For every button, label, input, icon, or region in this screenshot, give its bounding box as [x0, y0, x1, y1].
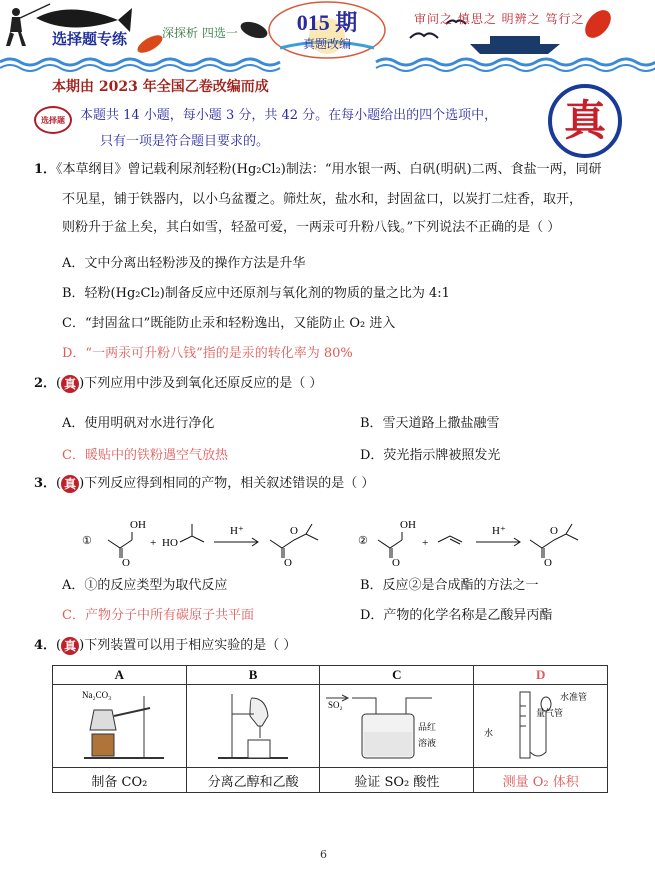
na2co3-label: Na₂CO₃	[82, 690, 112, 700]
q2-stem: 下列应用中涉及到氧化还原反应的是（ ）	[84, 376, 323, 391]
q2-option-d[interactable]: D．荧光指示牌被照发光	[360, 448, 501, 463]
issue-subtitle: 真题改编	[302, 37, 351, 51]
shui-label: 水	[483, 728, 493, 738]
q3-option-b[interactable]: B．反应②是合成酯的方法之一	[360, 578, 539, 593]
gas-washing-bottle-icon	[322, 686, 472, 762]
pinhong-label: 品红	[417, 722, 436, 732]
q2-option-c[interactable]: C．暖贴中的铁粉遇空气放热	[62, 448, 228, 463]
zhen-stamp: 真	[548, 84, 622, 158]
so2-label: SO₂	[327, 700, 343, 710]
apparatus-d	[474, 685, 608, 768]
q1-option-d[interactable]: D．“一两汞可升粉八钱”指的是汞的转化率为 80%	[62, 346, 353, 361]
caption-c[interactable]: 验证 SO₂ 酸性	[320, 768, 474, 793]
question-4: 4．( 真 )下列装置可以用于相应实验的是（ ）	[34, 638, 297, 653]
ester-o-label: O	[290, 525, 298, 537]
col-b-header: B	[186, 666, 320, 685]
acetic-acid-structure	[108, 532, 132, 558]
heating-apparatus-icon	[54, 686, 184, 762]
acetic-acid-structure-2	[378, 532, 402, 558]
q1-option-c[interactable]: C．“封固盆口”既能防止汞和轻粉逸出，又能防止 O₂ 进入	[62, 316, 396, 331]
caption-a[interactable]: 制备 CO₂	[53, 768, 187, 793]
caption-d[interactable]: 测量 O₂ 体积	[474, 768, 608, 793]
series-title: 选择题专练	[52, 30, 128, 48]
ester-o-label-2: O	[550, 525, 558, 537]
ester-carbonyl-o: O	[284, 557, 292, 566]
oh-label: OH	[130, 519, 146, 531]
plus-sign: +	[150, 537, 157, 549]
ho-label: HO	[162, 537, 178, 549]
ship-icon	[470, 36, 560, 54]
col-d-header: D	[474, 666, 608, 685]
q4-stem: 下列装置可以用于相应实验的是（ ）	[84, 638, 297, 653]
q1-option-a[interactable]: A．文中分离出轻粉涉及的操作方法是升华	[62, 256, 306, 271]
q1-line-2: 不见星，铺于铁器内，以小乌盆覆之。筛灶灰，盐水和，封固盆口，以炭打二炷香，取开，	[62, 192, 583, 207]
separatory-funnel-icon	[188, 686, 318, 762]
q1-line-1: 《本草纲目》曾记载利尿剂轻粉(Hg₂Cl₂)制法：“用水银一两、白矾(明矾)二两、食盐一两，同研	[56, 162, 602, 177]
gas-measuring-tube-icon	[476, 686, 606, 762]
intro-line-1: 本题共 14 小题，每小题 3 分，共 42 分。在每小题给出的四个选项中，	[80, 108, 498, 123]
isopropanol-structure	[180, 524, 204, 542]
reaction-scheme	[60, 510, 620, 566]
reaction-1-label: ①	[82, 535, 92, 547]
fisherman-icon	[6, 4, 50, 46]
wave-band	[0, 59, 655, 71]
issue-number: 015 期	[296, 10, 358, 35]
apparatus-table	[52, 665, 608, 793]
apparatus-c	[320, 685, 474, 768]
q2-number: 2．	[34, 376, 57, 391]
caption-b[interactable]: 分离乙醇和乙酸	[186, 768, 320, 793]
plus-sign-2: +	[422, 537, 429, 549]
catalyst-label-1: H⁺	[230, 525, 244, 537]
header-motto: 审问之 慎思之 明辨之 笃行之	[414, 12, 585, 26]
zhen-tag-icon: 真	[61, 375, 79, 393]
col-c-header: C	[320, 666, 474, 685]
shuizhunguan-label: 水准管	[559, 692, 587, 702]
q3-option-d[interactable]: D．产物的化学名称是乙酸异丙酯	[360, 608, 553, 623]
catalyst-label-2: H⁺	[492, 525, 506, 537]
q2-option-a[interactable]: A．使用明矾对水进行净化	[62, 416, 215, 431]
q3-stem: 下列反应得到相同的产物，相关叙述错误的是（ ）	[84, 476, 375, 491]
q2-option-b[interactable]: B．雪天道路上撒盐融雪	[360, 416, 500, 431]
reaction-arrow-2	[476, 538, 520, 546]
q3-option-a[interactable]: A．①的反应类型为取代反应	[62, 578, 228, 593]
rongye-label: 溶液	[417, 738, 436, 748]
page-number: 6	[320, 848, 327, 861]
reaction-2-label: ②	[358, 535, 368, 547]
intro-line-2: 只有一项是符合题目要求的。	[100, 134, 270, 149]
apparatus-a	[53, 685, 187, 768]
apparatus-b	[186, 685, 320, 768]
header-subtitle: 深探析 四选一	[162, 26, 238, 40]
o-label: O	[122, 557, 130, 566]
ester-carbonyl-o-2: O	[544, 557, 552, 566]
liangqiguan-label: 量气管	[535, 708, 563, 718]
question-2: 2．( 真 )下列应用中涉及到氧化还原反应的是（ ）	[34, 376, 323, 391]
q3-option-c[interactable]: C．产物分子中所有碳原子共平面	[62, 608, 254, 623]
section-badge: 选择题	[34, 106, 72, 134]
zhen-tag-icon: 真	[61, 637, 79, 655]
issue-box	[268, 6, 386, 56]
q3-number: 3．	[34, 476, 57, 491]
question-3: 3．( 真 )下列反应得到相同的产物，相关叙述错误的是（ ）	[34, 476, 375, 491]
q1-option-b[interactable]: B．轻粉(Hg₂Cl₂)制备反应中还原剂与氧化剂的物质的量之比为 4:1	[62, 286, 450, 301]
zhen-tag-icon: 真	[61, 475, 79, 493]
q1-number: 1．	[34, 162, 57, 177]
propene-structure	[438, 536, 462, 544]
source-note: 本期由 2023 年全国乙卷改编而成	[52, 79, 269, 95]
o-label-2: O	[392, 557, 400, 566]
col-a-header: A	[53, 666, 187, 685]
q4-number: 4．	[34, 638, 57, 653]
question-1	[34, 160, 634, 180]
reaction-arrow-1	[214, 538, 258, 546]
oh-label-2: OH	[400, 519, 416, 531]
q1-line-3: 则粉升于盆上矣，其白如雪，轻盈可爱，一两汞可升粉八钱。”下列说法不正确的是（ ）	[62, 220, 561, 235]
